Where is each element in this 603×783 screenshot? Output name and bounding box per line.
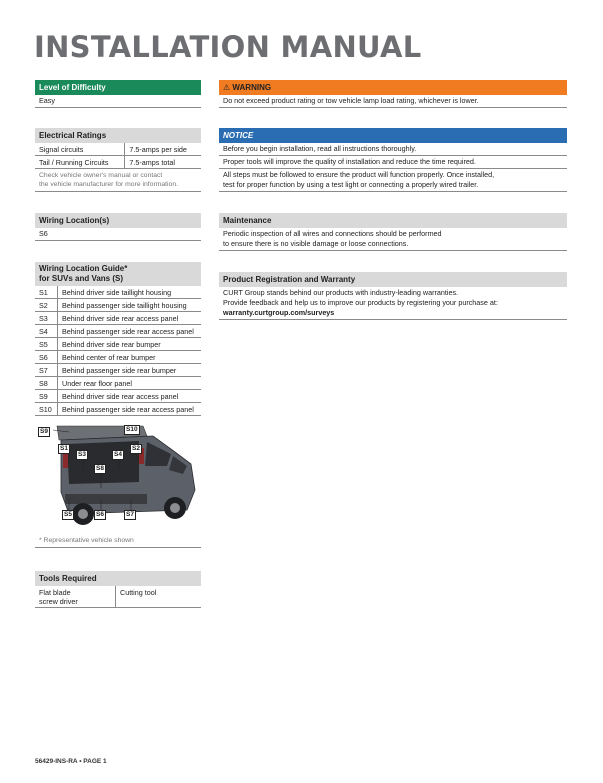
wiring-location-section bbox=[35, 213, 201, 241]
registration-text bbox=[219, 287, 567, 320]
vehicle-tag-s10: S10 bbox=[126, 426, 138, 433]
maintenance-line: Periodic inspection of all wires and connections should be performed bbox=[223, 229, 442, 238]
location-desc: Behind driver side rear access panel bbox=[58, 312, 202, 325]
tool-line: Flat blade bbox=[39, 587, 71, 597]
table-row bbox=[35, 390, 201, 403]
location-guide-header-line: for SUVs and Vans (S) bbox=[39, 274, 124, 283]
electrical-label: Signal circuits bbox=[35, 143, 125, 156]
wiring-location-value: S6 bbox=[35, 228, 201, 241]
notice-line: test for proper function by using a test light or connecting a properly wired trailer. bbox=[223, 180, 479, 189]
warranty-link[interactable]: warranty.curtgroup.com/surveys bbox=[223, 308, 335, 317]
tool-line: screw driver bbox=[39, 596, 78, 606]
vehicle-caption: * Representative vehicle shown bbox=[35, 534, 201, 548]
table-row bbox=[35, 156, 201, 169]
electrical-header: Electrical Ratings bbox=[35, 128, 201, 143]
location-desc: Behind driver side rear bumper bbox=[58, 338, 202, 351]
table-row bbox=[35, 299, 201, 312]
table-row bbox=[35, 351, 201, 364]
location-code: S8 bbox=[35, 377, 58, 390]
registration-line: Provide feedback and help us to improve our products by registering your purchase at: bbox=[223, 298, 498, 307]
location-code: S9 bbox=[35, 390, 58, 403]
table-row bbox=[35, 403, 201, 416]
page-title: INSTALLATION MANUAL bbox=[34, 30, 422, 64]
registration-section bbox=[219, 272, 567, 320]
location-guide-section bbox=[35, 262, 201, 548]
vehicle-tag-s9: S9 bbox=[40, 428, 48, 435]
tools-header: Tools Required bbox=[35, 571, 201, 586]
location-guide-header bbox=[35, 262, 201, 286]
notice-line: All steps must be followed to ensure the product will function properly. Once installed, bbox=[223, 170, 495, 179]
location-guide-header-line: Wiring Location Guide* bbox=[39, 264, 128, 273]
location-desc: Behind passenger side taillight housing bbox=[58, 299, 202, 312]
electrical-value: 7.5-amps total bbox=[125, 156, 201, 169]
location-desc: Under rear floor panel bbox=[58, 377, 202, 390]
maintenance-header: Maintenance bbox=[219, 213, 567, 228]
location-code: S6 bbox=[35, 351, 58, 364]
electrical-note bbox=[35, 169, 201, 192]
vehicle-tag-s2: S2 bbox=[132, 445, 140, 452]
location-code: S10 bbox=[35, 403, 58, 416]
tools-table bbox=[35, 586, 201, 608]
location-code: S1 bbox=[35, 286, 58, 299]
table-row bbox=[35, 325, 201, 338]
vehicle-diagram bbox=[35, 422, 201, 534]
table-row bbox=[35, 338, 201, 351]
location-code: S7 bbox=[35, 364, 58, 377]
warning-section bbox=[219, 80, 567, 108]
location-guide-table bbox=[35, 286, 201, 416]
location-desc: Behind passenger side rear access panel bbox=[58, 325, 202, 338]
maintenance-section bbox=[219, 213, 567, 251]
notice-section bbox=[219, 128, 567, 192]
tool-item: Cutting tool bbox=[116, 586, 202, 608]
location-desc: Behind passenger side rear bumper bbox=[58, 364, 202, 377]
electrical-table bbox=[35, 143, 201, 169]
location-desc: Behind driver side rear access panel bbox=[58, 390, 202, 403]
table-row bbox=[35, 286, 201, 299]
electrical-value: 7.5-amps per side bbox=[125, 143, 201, 156]
tool-item bbox=[35, 586, 116, 608]
location-desc: Behind passenger side rear access panel bbox=[58, 403, 202, 416]
table-row bbox=[35, 143, 201, 156]
location-code: S4 bbox=[35, 325, 58, 338]
vehicle-tag-s4: S4 bbox=[114, 451, 122, 458]
vehicle-illustration bbox=[35, 422, 201, 534]
notice-line: Proper tools will improve the quality of installation and reduce the time required. bbox=[219, 156, 567, 169]
tools-section bbox=[35, 571, 201, 608]
location-code: S3 bbox=[35, 312, 58, 325]
location-desc: Behind center of rear bumper bbox=[58, 351, 202, 364]
wiring-location-header: Wiring Location(s) bbox=[35, 213, 201, 228]
vehicle-tag-s5: S5 bbox=[64, 511, 72, 518]
notice-header: NOTICE bbox=[219, 128, 567, 143]
vehicle-tag-s7: S7 bbox=[126, 511, 134, 518]
difficulty-header: Level of Difficulty bbox=[35, 80, 201, 95]
table-row bbox=[35, 364, 201, 377]
warning-header bbox=[219, 80, 567, 95]
location-desc: Behind driver side taillight housing bbox=[58, 286, 202, 299]
notice-line: Before you begin installation, read all instructions thoroughly. bbox=[219, 143, 567, 156]
registration-line: CURT Group stands behind our products with industry-leading warranties. bbox=[223, 288, 459, 297]
warning-label: WARNING bbox=[232, 83, 272, 92]
maintenance-text bbox=[219, 228, 567, 251]
location-code: S5 bbox=[35, 338, 58, 351]
warning-text: Do not exceed product rating or tow vehicle lamp load rating, whichever is lower. bbox=[219, 95, 567, 108]
warning-icon: ⚠ bbox=[223, 83, 231, 92]
vehicle-tag-s8: S8 bbox=[96, 465, 104, 472]
vehicle-tag-s3: S3 bbox=[78, 451, 86, 458]
difficulty-section bbox=[35, 80, 201, 108]
vehicle-tag-s6: S6 bbox=[96, 511, 104, 518]
maintenance-line: to ensure there is no visible damage or loose connections. bbox=[223, 239, 409, 248]
table-row bbox=[35, 312, 201, 325]
electrical-label: Tail / Running Circuits bbox=[35, 156, 125, 169]
electrical-note-line: the vehicle manufacturer for more information. bbox=[39, 181, 179, 188]
table-row bbox=[35, 586, 201, 608]
vehicle-tag-s1: S1 bbox=[60, 445, 68, 452]
difficulty-value: Easy bbox=[35, 95, 201, 108]
registration-header: Product Registration and Warranty bbox=[219, 272, 567, 287]
electrical-note-line: Check vehicle owner's manual or contact bbox=[39, 172, 163, 179]
location-code: S2 bbox=[35, 299, 58, 312]
electrical-section bbox=[35, 128, 201, 192]
notice-line-multi bbox=[219, 169, 567, 192]
table-row bbox=[35, 377, 201, 390]
page-footer: 56429-INS-RA • PAGE 1 bbox=[35, 758, 107, 765]
